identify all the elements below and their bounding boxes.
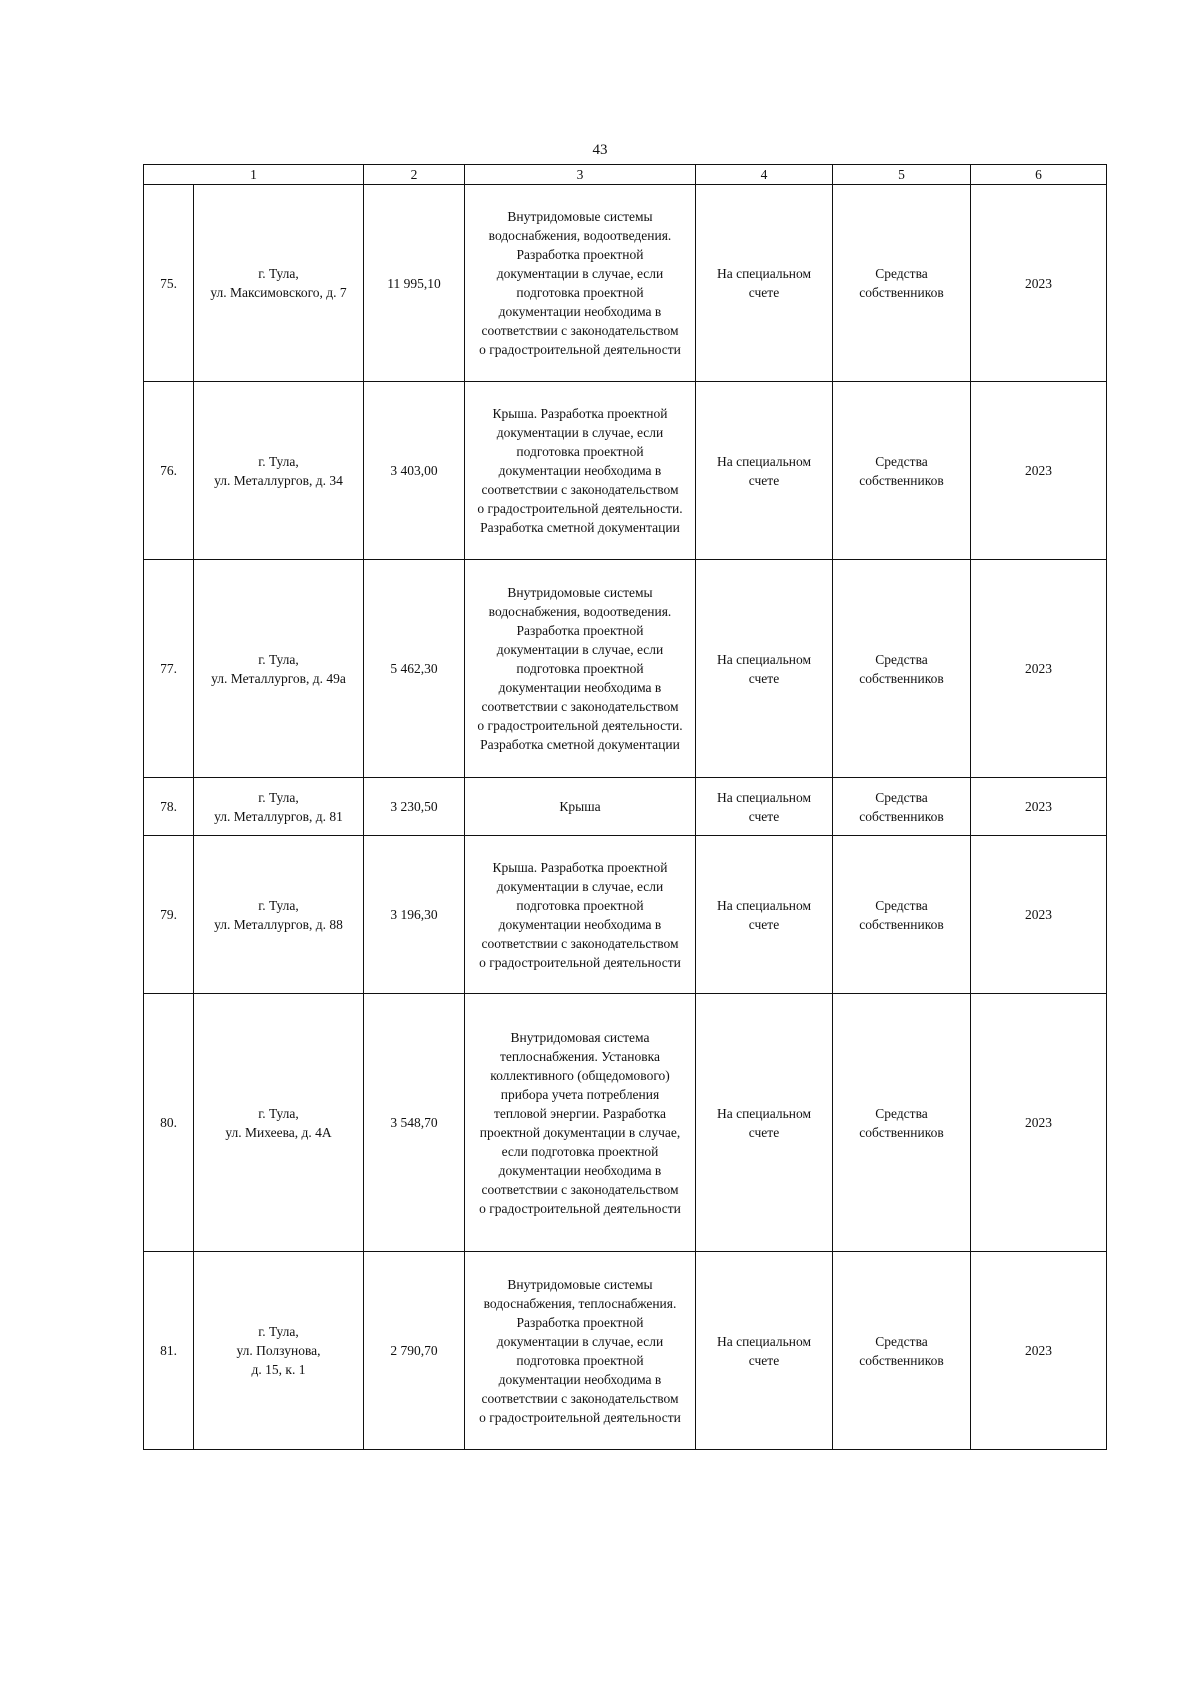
funding-method-cell: На специальном счете — [696, 994, 833, 1252]
funding-source-cell: Средства собственников — [833, 185, 971, 382]
funding-method-cell: На специальном счете — [696, 778, 833, 836]
year-cell: 2023 — [971, 994, 1107, 1252]
area-cell: 3 548,70 — [364, 994, 465, 1252]
row-number-cell: 77. — [144, 560, 194, 778]
funding-method-cell: На специальном счете — [696, 560, 833, 778]
funding-source-cell: Средства собственников — [833, 836, 971, 994]
row-number-cell: 78. — [144, 778, 194, 836]
year-cell: 2023 — [971, 382, 1107, 560]
work-type-cell: Внутридомовые системы водоснабжения, водоотведения. Разработка проектной документации в случае, если подготовка проектной документации необходима в соответствии с законодательством о градостроительной деятельности. Разработка сметной документации — [465, 560, 696, 778]
row-number-cell: 81. — [144, 1252, 194, 1450]
funding-method-cell: На специальном счете — [696, 185, 833, 382]
header-cell-5: 5 — [833, 165, 971, 185]
work-type-cell: Крыша — [465, 778, 696, 836]
area-cell: 3 403,00 — [364, 382, 465, 560]
area-cell: 3 196,30 — [364, 836, 465, 994]
table-row — [144, 185, 1107, 382]
address-cell: г. Тула, ул. Максимовского, д. 7 — [194, 185, 364, 382]
row-number-cell: 80. — [144, 994, 194, 1252]
address-cell: г. Тула, ул. Металлургов, д. 88 — [194, 836, 364, 994]
area-cell: 5 462,30 — [364, 560, 465, 778]
header-cell-2: 2 — [364, 165, 465, 185]
funding-source-cell: Средства собственников — [833, 560, 971, 778]
year-cell: 2023 — [971, 185, 1107, 382]
year-cell: 2023 — [971, 778, 1107, 836]
year-cell: 2023 — [971, 1252, 1107, 1450]
address-cell: г. Тула, ул. Металлургов, д. 49а — [194, 560, 364, 778]
funding-method-cell: На специальном счете — [696, 382, 833, 560]
row-number-cell: 75. — [144, 185, 194, 382]
funding-method-cell: На специальном счете — [696, 836, 833, 994]
address-cell: г. Тула, ул. Металлургов, д. 81 — [194, 778, 364, 836]
address-cell: г. Тула, ул. Михеева, д. 4А — [194, 994, 364, 1252]
year-cell: 2023 — [971, 560, 1107, 778]
funding-method-cell: На специальном счете — [696, 1252, 833, 1450]
header-cell-6: 6 — [971, 165, 1107, 185]
table-body — [144, 165, 1107, 1450]
header-cell-1: 1 — [144, 165, 364, 185]
table-row — [144, 560, 1107, 778]
work-type-cell: Крыша. Разработка проектной документации в случае, если подготовка проектной документации необходима в соответствии с законодательством о градостроительной деятельности. Разработка сметной документации — [465, 382, 696, 560]
funding-source-cell: Средства собственников — [833, 778, 971, 836]
page-number: 43 — [592, 142, 608, 158]
funding-source-cell: Средства собственников — [833, 1252, 971, 1450]
row-number-cell: 79. — [144, 836, 194, 994]
table-row — [144, 836, 1107, 994]
address-cell: г. Тула, ул. Металлургов, д. 34 — [194, 382, 364, 560]
funding-source-cell: Средства собственников — [833, 994, 971, 1252]
area-cell: 3 230,50 — [364, 778, 465, 836]
year-cell: 2023 — [971, 836, 1107, 994]
table-header-row — [144, 165, 1107, 185]
table-row — [144, 994, 1107, 1252]
funding-source-cell: Средства собственников — [833, 382, 971, 560]
work-type-cell: Внутридомовые системы водоснабжения, водоотведения. Разработка проектной документации в случае, если подготовка проектной документации необходима в соответствии с законодательством о градостроительной деятельности — [465, 185, 696, 382]
table-row — [144, 1252, 1107, 1450]
area-cell: 11 995,10 — [364, 185, 465, 382]
area-cell: 2 790,70 — [364, 1252, 465, 1450]
repair-program-table — [143, 164, 1107, 1450]
address-cell: г. Тула, ул. Ползунова, д. 15, к. 1 — [194, 1252, 364, 1450]
header-cell-4: 4 — [696, 165, 833, 185]
work-type-cell: Крыша. Разработка проектной документации в случае, если подготовка проектной документации необходима в соответствии с законодательством о градостроительной деятельности — [465, 836, 696, 994]
row-number-cell: 76. — [144, 382, 194, 560]
work-type-cell: Внутридомовые системы водоснабжения, теплоснабжения. Разработка проектной документации в случае, если подготовка проектной документации необходима в соответствии с законодательством о градостроительной деятельности — [465, 1252, 696, 1450]
work-type-cell: Внутридомовая система теплоснабжения. Установка коллективного (общедомового) прибора учета потребления тепловой энергии. Разработка проектной документации в случае, если подготовка проектной документации необходима в соответствии с законодательством о градостроительной деятельности — [465, 994, 696, 1252]
header-cell-3: 3 — [465, 165, 696, 185]
table-row — [144, 382, 1107, 560]
table-row — [144, 778, 1107, 836]
